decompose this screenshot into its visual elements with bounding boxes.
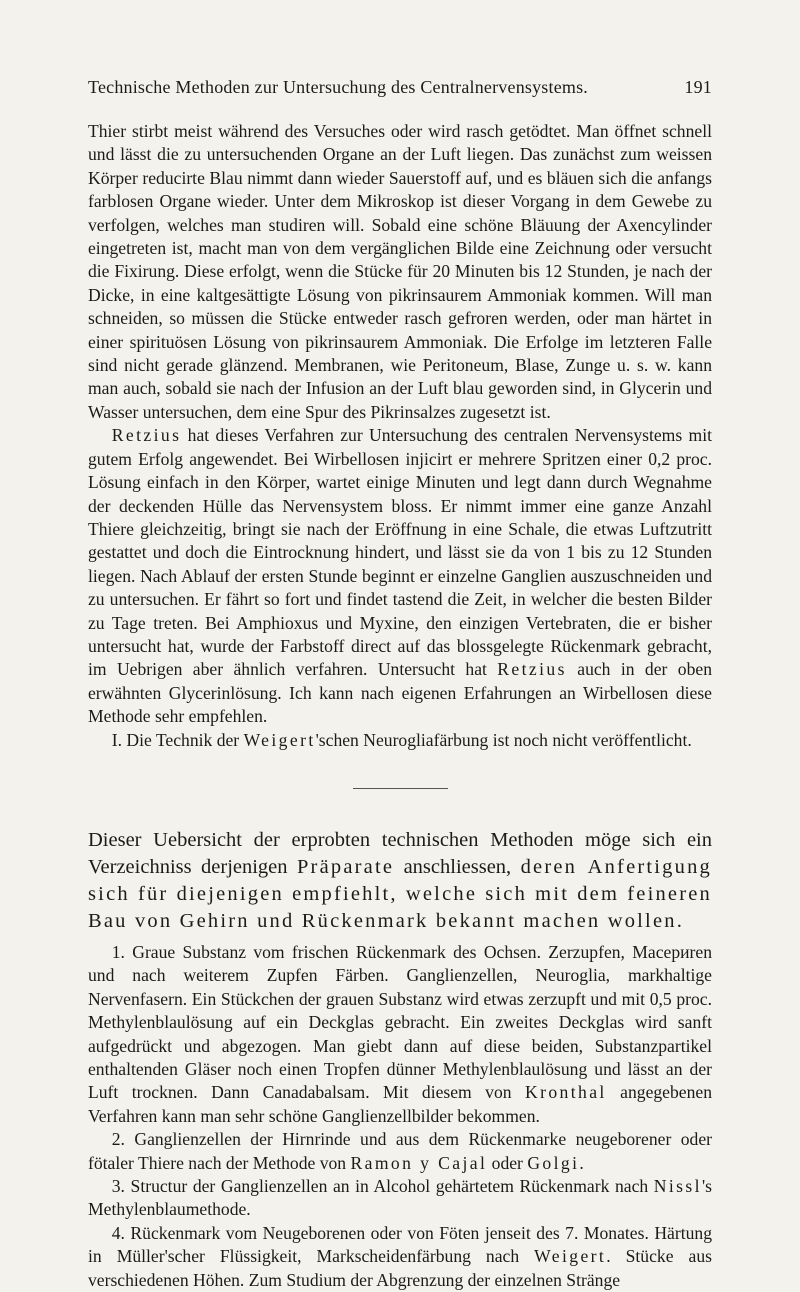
list-item-text: . Stücke aus verschiedenen Höhen. Zum Studium der Abgrenzung der einzelnen Stränge — [88, 1246, 712, 1290]
list-item — [88, 941, 712, 1128]
author-name: Ramon y Cajal — [350, 1152, 488, 1173]
author-name: Nissl — [653, 1176, 702, 1197]
paragraph-text: I. Die Technik der — [111, 729, 244, 750]
list-item-text: 1. Graue Substanz vom frischen Rückenmark des Ochsen. Zerzupfen, Macериren und nach weiterem Zupfen Färben. Ganglienzellen, Neuroglia, markhaltige Nervenfasern. Ein Stückchen der grauen Substanz wird etwas zerzupft und mit 0,5 proc. Methylenblaulösung auf ein Deckglas gebracht. Ein zweites Deckglas wird sanft aufgedrückt und abgezogen. Man giebt dann auf diese beiden, Substanzpartikel enthaltenden Gläser noch einen Tropfen dünner Methylenblaulösung und lässt an der Luft trocknen. Dann Canadabalsam. Mit diesem von — [88, 941, 712, 1103]
list-item-text: 's Methylenblaumethode. — [88, 1176, 712, 1220]
list-item-text: 3. Structur der Ganglienzellen an in Alcohol gehärtetem Rückenmark nach — [111, 1176, 654, 1197]
page-number: 191 — [684, 77, 712, 97]
paragraph-continuation: Thier stirbt meist während des Versuches oder wird rasch getödtet. Man öffnet schnell und lässt die zu untersuchenden Organe an der Luft liegen. Das zunächst zum weissen Körper reducirte Blau nimmt dann wieder Sauerstoff auf, und es bläuen sich die anfangs farblosen Organe wieder. Unter dem Mikroskop ist dieser Vorgang in dem Gewebe zu verfolgen, welches man studiren will. Sobald eine schöne Bläuung der Axencylinder eingetreten ist, macht man von dem vergänglichen Bilde eine Zeichnung oder versucht die Fixirung. Diese erfolgt, wenn die Stücke für 20 Minuten bis 12 Stunden, je nach der Dicke, in eine kaltgesättigte Lösung von pikrinsaurem Ammoniak kommen. Will man schneiden, so müssen die Stücke entweder rasch gefroren werden, oder man härtet in einer spirituösen Lösung von pikrinsaurem Ammoniak. Die Erfolge im letzteren Falle sind nicht gerade glänzend. Membranen, wie Peritoneum, Blase, Zunge u. s. w. kann man auch, sobald sie nach der Infusion an der Luft blau geworden sind, in Glycerin und Wasser untersuchen, dem eine Spur des Pikrinsalzes zugesetzt ist. — [88, 121, 712, 422]
list-item-text: angegebenen Verfahren kann man sehr schöne Ganglienzellbilder bekommen. — [88, 1082, 712, 1126]
running-title: Technische Methoden zur Untersuchung des Centralnervensystems. — [88, 77, 588, 97]
section-divider — [353, 788, 448, 789]
author-name: Retzius — [111, 425, 182, 446]
section-headline — [88, 827, 712, 935]
list-item-text: 4. Rückenmark vom Neugeborenen oder von Föten jenseit des 7. Monates. Härtung in Müller'scher Flüssigkeit, Markscheidenfärbung nach — [88, 1222, 712, 1267]
list-item — [88, 1175, 712, 1222]
list-item-text: oder — [487, 1152, 528, 1173]
author-name: Kronthal — [524, 1082, 607, 1103]
page-body — [88, 120, 712, 1292]
headline-emphasis: deren Anfertigung sich für diejenigen empfiehlt, welche sich mit dem feineren Bau von Gehirn und Rückenmark bekannt machen wollen. — [88, 855, 712, 932]
author-name: Weigert — [534, 1246, 607, 1267]
preparation-list — [88, 941, 712, 1292]
author-name: Weigert — [243, 729, 316, 750]
list-item — [88, 1128, 712, 1175]
running-header — [88, 77, 712, 98]
author-name: Retzius — [497, 659, 567, 680]
paragraph-text: auch in der oben erwähnten Glycerinlösung. Ich kann nach eigenen Erfahrungen an Wirbellosen diese Methode sehr empfehlen. — [88, 659, 712, 727]
paragraph-text: 'schen Neurogliafärbung ist noch nicht veröffentlicht. — [315, 729, 692, 750]
list-item-text: 2. Ganglienzellen der Hirnrinde und aus dem Rückenmarke neugeborener oder fötaler Thiere nach der Methode von — [88, 1129, 712, 1173]
headline-emphasis: Präparate — [296, 855, 395, 878]
headline-text: anschliessen, — [394, 855, 521, 878]
paragraph-retzius — [88, 424, 712, 728]
headline-text: Dieser Uebersicht der erprobten technischen Methoden möge sich ein Verzeichniss derjenigen — [88, 828, 712, 878]
paragraph-text: hat dieses Verfahren zur Untersuchung des centralen Nervensystems mit gutem Erfolg angewendet. Bei Wirbellosen injicirt er mehrere Spritzen einer 0,2 proc. Lösung einfach in den Körper, wartet einige Minuten und legt dann durch Wegnahme der deckenden Hülle das Nervensystem bloss. Er nimmt immer eine ganze Anzahl Thiere gleichzeitig, bringt sie nach der Eröffnung in eine Schale, die etwas Luftzutritt gestattet und doch die Eintrocknung hindert, und lässt sie da von 1 bis zu 12 Stunden liegen. Nach Ablauf der ersten Stunde beginnt er einzelne Ganglien auszuschneiden und zu untersuchen. Er fährt so fort und findet tastend die Zeit, in welcher die besten Bilder zu Tage treten. Bei Amphioxus und Myxine, den einzigen Vertebraten, die er bisher untersucht hat, wurde der Farbstoff direct auf das blossgelegte Rückenmark gebracht, im Uebrigen aber ähnlich verfahren. Untersucht hat — [88, 425, 712, 680]
list-item-text: . — [579, 1152, 584, 1173]
author-name: Golgi — [527, 1152, 580, 1173]
list-item — [88, 1222, 712, 1292]
paragraph-weigert-note — [88, 729, 712, 752]
